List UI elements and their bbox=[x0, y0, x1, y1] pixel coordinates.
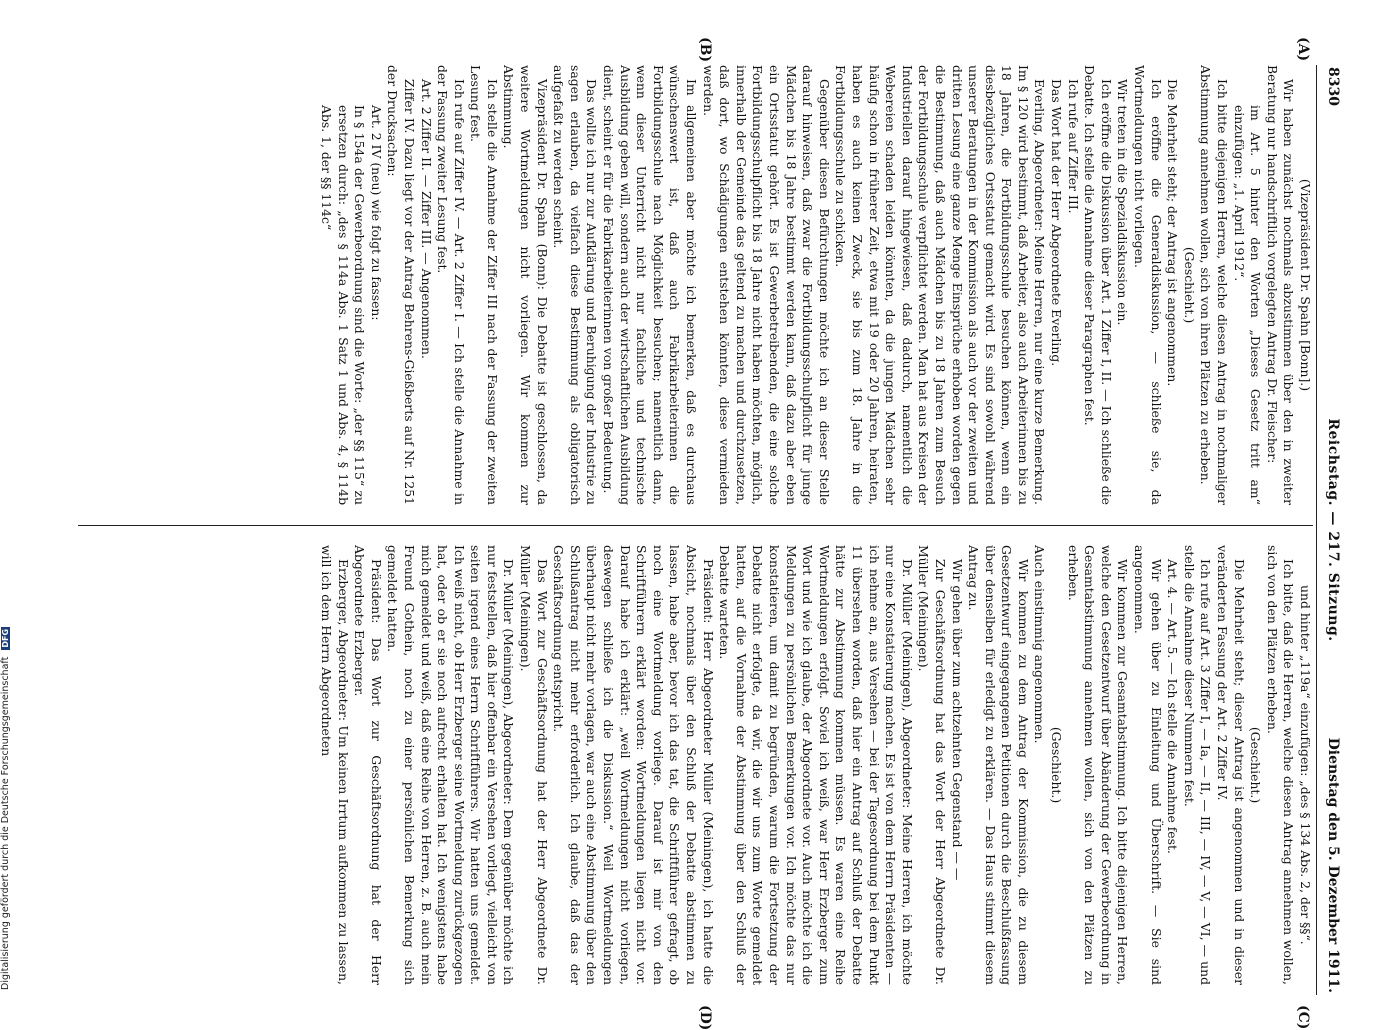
paragraph: Wir haben zunächst nochmals abzustimmen über den in zweiter Beratung nur handschriftlich vorgelegten Antrag Dr. Fleischer: bbox=[1264, 65, 1297, 505]
paragraph: Ich rufe auf Ziffer IV. — Art. 2 Ziffer I. — Ich stelle die Annahme in der Fassung zweiter Lesung fest. bbox=[435, 65, 467, 505]
motion-text: In § 154a der Gewerbeordnung sind die Worte: „der §§ 115“ zu ersetzen durch: „des § 114a Abs. 1 Satz 1 und Abs. 4, § 114b Abs. 1, der §§ 114c“ bbox=[318, 105, 368, 505]
paragraph: Im allgemeinen aber möchte ich bemerken, daß es durchaus wünschenswert ist, daß auch Fabrikarbeiterinnen die Fortbildungsschule nach Möglichkeit besuchen; namentlich dann, wenn dieser Unterricht nicht nur fachliche und technische Ausbildung geben will, sondern auch der wirtschaftlichen Ausbildung dient, scheint er für die Fabrikarbeiterinnen von großer Bedeutung. bbox=[601, 65, 700, 505]
paragraph: Ich eröffne die Diskussion über Art. 1 Ziffer I, II. — Ich schließe die Debatte. Ich stelle die Annahme dieser Paragraphen fest. bbox=[1082, 65, 1114, 505]
page-header-date: Dienstag den 5. Dezember 1911. bbox=[1325, 737, 1341, 993]
credit-text: Digitalisierung gefördert durch die Deutsche Forschungsgemeinschaft bbox=[0, 656, 11, 990]
paragraph: Gegenüber diesen Befürchtungen möchte ich an dieser Stelle darauf hinweisen, daß zwar die Fortbildungsschulpflicht für junge Mädchen bis 18 Jahre bestimmt werden kann, daß dazu aber eben ein Ortsstatut gehört. Es ist Gewerbetreibenden, die eine solche Fortbildungsschulpflicht bis 18 Jahre nicht haben möchten, möglich, innerhalb der Gemeinde das geltend zu machen und durchzusetzen, daß dort, wo Schädigungen entstehen könnten, diese vermieden werden. bbox=[700, 65, 832, 505]
speech-mueller: Dr. Müller (Meiningen), Abgeordneter: Meine Herren, ich möchte nur eine Konstatierung machen. Es ist von dem Herrn Präsidenten — ich nehme an, aus Versehen — bei der Tagesordnung bei dem Punkt 11 übersehen worden, daß hier ein Antrag auf Schluß der Debatte hätte zur Abstimmung kommen müssen. Es waren eine Reihe Wortmeldungen erfolgt. Soviel ich weiß, war Herr Erzberger zum Wort und wie ich glaube, der Abgeordnete vor. Auch möchte ich die Meldungen zu persönlichen Bemerkungen vor. Ich möchte das nur konstatieren, um damit zu begründen, warum die Fortsetzung der Debatte nicht erfolgte, da wir, die wir uns zum Worte gemeldet hatten, auf die Vornahme der Abstimmung über den Schluß der Debatte warteten. bbox=[717, 545, 915, 985]
speech-praesident: Präsident: Das Wort zur Geschäftsordnung hat der Herr Abgeordnete Erzberger. bbox=[352, 545, 384, 985]
paragraph: Die Mehrheit steht; der Antrag ist angenommen. bbox=[1165, 79, 1181, 387]
paragraph: Wir gehen über zu Einleitung und Überschrift. — Sie sind angenommen. bbox=[1132, 545, 1164, 985]
speech-vizepraesident: Vizepräsident Dr. Spahn (Bonn): Die Debatte ist geschlossen, da weitere Wortmeldungen nicht vorliegen. Wir kommen zur Abstimmung. bbox=[501, 65, 550, 505]
paragraph: Wir treten in die Spezialdiskussion ein. bbox=[1115, 79, 1131, 326]
left-column bbox=[73, 65, 1313, 505]
motion-text: und hinter „119a“ einzufügen: „des § 134 Abs. 2, der §§“. bbox=[1298, 585, 1313, 945]
digitization-credit bbox=[0, 0, 12, 1000]
speech-erzberger: Erzberger, Abgeordneter: Um keinen Irrtum aufkommen zu lassen, will ich dem Herrn Abgeordneten bbox=[318, 545, 351, 985]
paragraph: Ich rufe auf Art. 3 Ziffer I, — Ia, — II, — III, — IV, — V, — VI, — und stelle die Annahme dieser Nummern fest. bbox=[1181, 545, 1214, 985]
speech-mueller: Dr. Müller (Meiningen), Abgeordneter: Dem gegenüber möchte ich nur feststellen, daß hier offenbar ein Versehen vorliegt, vielleicht von seiten irgend eines Herrn Schriftführers. Wir hatten uns gemeldet. Ich weiß nicht, ob Herr Erzberger seine Wortmeldung zurückgezogen hat, oder ob er sie noch aufrecht erhalten hat. Ich wenigstens habe mich gemeldet und weiß, daß eine Reihe von Herren, z. B. auch mein Freund Gothein, noch zu einer persönlichen Bemerkung sich gemeldet hatten. bbox=[385, 545, 517, 985]
paragraph: Zur Geschäftsordnung hat das Wort der Herr Abgeordnete Dr. Müller (Meiningen). bbox=[916, 545, 948, 985]
motion-text: Art. 2 IV (neu) wie folgt zu fassen: bbox=[368, 105, 384, 321]
paragraph: Ich bitte diejenigen Herren, welche diesen Antrag in nochmaliger Abstimmung annehmen wollen, sich von ihren Plätzen zu erheben. bbox=[1198, 65, 1231, 505]
paragraph: Ich stelle die Annahme der Ziffer III nach der Fassung der zweiten Lesung fest. bbox=[468, 65, 500, 505]
speech-praesident: Präsident: Herr Abgeordneter Müller (Meiningen), ich hatte die Absicht, nochmals über den Schluß der Debatte abstimmen zu lassen, habe aber, bevor ich das tat, die Schriftführer gefragt, ob noch eine Wortmeldung vorliege. Darauf ist mir von den Schriftführern erklärt worden: Wortmeldungen liegen nicht vor. Darauf habe ich erklärt: „weil Wortmeldungen nicht vorliegen, deswegen schließe ich die Diskussion.“ Weil Wortmeldungen überhaupt nicht mehr vorlagen, war auch eine Abstimmung über den Schlußantrag nicht mehr erforderlich. Ich glaube, daß das der Geschäftsordnung entspricht. bbox=[551, 545, 716, 985]
paragraph: Das Wort zur Geschäftsordnung hat der Herr Abgeordnete Dr. Müller (Meiningen). bbox=[518, 545, 550, 985]
margin-marker-b: (B) bbox=[697, 37, 713, 63]
paragraph: Wir kommen zu dem Antrag der Kommission, die zu diesem Gesetzentwurf eingegangenen Petitionen durch die Beschlußfassung über denselben für erledigt zu erklären. — Das Haus stimmt diesem Antrag zu. bbox=[966, 545, 1031, 985]
paragraph: Art. 2 Ziffer II. — Ziffer III. — Angenommen. bbox=[418, 79, 434, 359]
paragraph: Ziffer IV. Dazu liegt vor der Antrag Behrens-Gießberts auf Nr. 1251 der Drucksachen: bbox=[385, 65, 417, 505]
rotated-page bbox=[55, 37, 1345, 1030]
stage-direction: (Geschieht.) bbox=[1049, 726, 1065, 804]
paragraph: Die Mehrheit steht; dieser Antrag ist angenommen und in dieser veränderten Fassung der Art. 2 Ziffer IV. bbox=[1215, 545, 1247, 985]
paragraph: Wir gehen über zum achtzehnten Gegenstand — — bbox=[949, 559, 965, 881]
page-number: 8330 bbox=[1325, 67, 1341, 106]
paragraph: Ich bitte, daß die Herren, welche diesen Antrag annehmen wollen, sich von den Plätzen erheben. bbox=[1264, 545, 1297, 985]
speech-everling: Everling, Abgeordneter: Meine Herren, nur eine kurze Bemerkung. Im § 120 wird bestimmt, daß Arbeiter, also auch Arbeiterinnen bis zu 18 Jahren, die Fortbildungsschule besuchen können, wenn ein diesbezügliches Ortsstatut gemacht wird. Es sind sowohl während unserer Beratungen in der Kommission als auch vor der zweiten und dritten Lesung eine ganze Menge Einsprüche erhoben worden gegen die Bestimmung, daß auch Mädchen bis zu 18 Jahren zum Besuch der Fortbildungsschule verpflichtet werden. Man hat aus Kreisen der Industriellen darauf hingewiesen, daß dadurch, namentlich die Webereien schaden leiden könnten, da die jungen Mädchen sehr häufig schon in früherer Zeit, etwa mit 19 oder 20 Jahren, heiraten, haben es auch keinen Zweck, sie bis zum 18. Jahre in die Fortbildungsschule zu schicken. bbox=[833, 65, 1048, 505]
motion-text: im Art. 5 hinter den Worten „Dieses Gesetz tritt am“ einzufügen: „1. April 1912“. bbox=[1231, 105, 1264, 505]
paragraph: Ich rufe auf Ziffer III. bbox=[1065, 79, 1081, 214]
stage-direction: (Geschieht.) bbox=[1248, 726, 1264, 804]
margin-marker-c: (C) bbox=[1295, 1005, 1311, 1030]
page-header-title: Reichstag. — 217. Sitzung. bbox=[1325, 418, 1341, 642]
stage-direction: (Geschieht.) bbox=[1181, 246, 1197, 324]
speaker-note: (Vizepräsident Dr. Spahn [Bonn].) bbox=[1298, 178, 1313, 392]
paragraph: Ich eröffne die Generaldiskussion, — schließe sie, da Wortmeldungen nicht vorliegen. bbox=[1132, 65, 1164, 505]
paragraph: Auch einstimmig angenommen. bbox=[1032, 545, 1048, 744]
paragraph: Art. 4. — Art. 5. — Ich stelle die Annahme fest. bbox=[1165, 559, 1181, 854]
margin-marker-a: (A) bbox=[1295, 37, 1311, 62]
right-column bbox=[73, 545, 1313, 985]
page-header bbox=[1316, 65, 1345, 995]
column-divider bbox=[78, 525, 1313, 526]
dfg-logo: DFG bbox=[1, 628, 10, 648]
paragraph: Wir kommen zur Gesamtabstimmung. Ich bitte diejenigen Herren, welche den Gesetzentwurf über Abänderung der Gewerbeordnung in Gesamtabstimmung annehmen wollen, sich von den Plätzen zu erheben. bbox=[1065, 545, 1131, 985]
paragraph: Das Wort hat der Herr Abgeordnete Everling. bbox=[1049, 79, 1065, 367]
margin-marker-d: (D) bbox=[697, 1005, 713, 1030]
paragraph: Das wollte ich nur zur Aufklärung und Beruhigung der Industrie zu sagen erlauben, da vielfach diese Bestimmung als obligatorisch aufgefaßt zu werden scheint. bbox=[551, 65, 600, 505]
